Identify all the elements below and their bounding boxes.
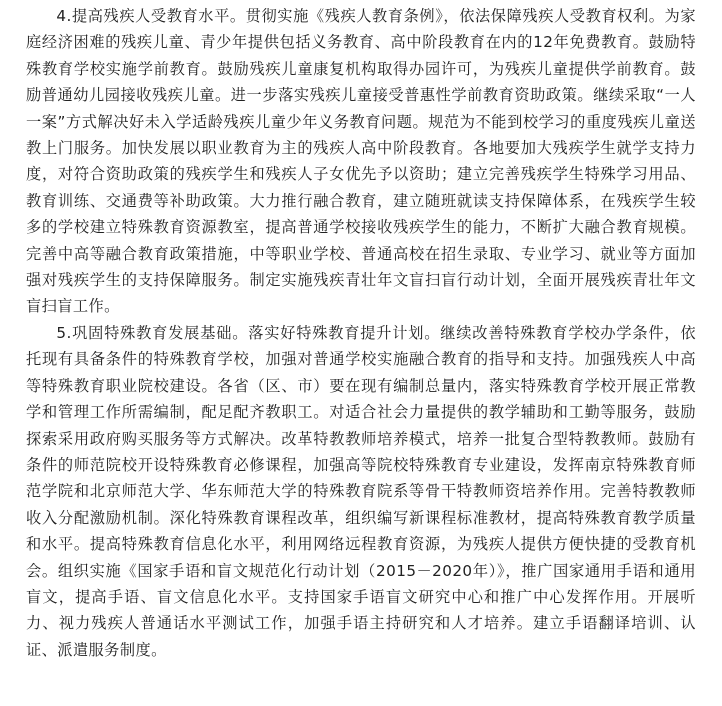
paragraph-special-education-foundation: 5.巩固特殊教育发展基础。落实好特殊教育提升计划。继续改善特殊教育学校办学条件，依托现有具备条件的特殊教育学校，加强对普通学校实施融合教育的指导和支持。加强残疾人中高等特殊教育职业院校建设。各省（区、市）要在现有编制总量内，落实特殊教育学校开展正常教学和管理工作所需编制，配足配齐教职工。对适合社会力量提供的教学辅助和工勤等服务，鼓励探索采用政府购买服务等方式解决。改革特教教师培养模式，培养一批复合型特教教师。鼓励有条件的师范院校开设特殊教育必修课程，加强高等院校特殊教育专业建设，发挥南京特殊教育师范学院和北京师范大学、华东师范大学的特殊教育院系等骨干特教师资培养作用。完善特教教师收入分配激励机制。深化特殊教育课程改革，组织编写新课程标准教材，提高特殊教育教学质量和水平。提高特殊教育信息化水平，利用网络远程教育资源，为残疾人提供方便快捷的受教育机会。组织实施《国家手语和盲文规范化行动计划（2015－2020年）》，推广国家通用手语和通用盲文，提高手语、盲文信息化水平。支持国家手语盲文研究中心和推广中心发挥作用。开展听力、视力残疾人普通话水平测试工作，加强手语主持研究和人才培养。建立手语翻译培训、认证、派遣服务制度。: [26, 323, 696, 659]
paragraph-education-level: 4.提高残疾人受教育水平。贯彻实施《残疾人教育条例》，依法保障残疾人受教育权利。为家庭经济困难的残疾儿童、青少年提供包括义务教育、高中阶段教育在内的12年免费教育。鼓励特殊教育学校实施学前教育。鼓励残疾儿童康复机构取得办园许可，为残疾儿童提供学前教育。鼓励普通幼儿园接收残疾儿童。进一步落实残疾儿童接受普惠性学前教育资助政策。继续采取“一人一案”方式解决好未入学适龄残疾儿童少年义务教育问题。规范为不能到校学习的重度残疾儿童送教上门服务。加快发展以职业教育为主的残疾人高中阶段教育。各地要加大残疾学生就学支持力度，对符合资助政策的残疾学生和残疾人子女优先予以资助；建立完善残疾学生特殊学习用品、教育训练、交通费等补助政策。大力推行融合教育，建立随班就读支持保障体系，在残疾学生较多的学校建立特殊教育资源教室，提高普通学校接收残疾学生的能力，不断扩大融合教育规模。完善中高等融合教育政策措施，中等职业学校、普通高校在招生录取、专业学习、就业等方面加强对残疾学生的支持保障服务。制定实施残疾青壮年文盲扫盲行动计划，全面开展残疾青壮年文盲扫盲工作。: [26, 7, 696, 316]
